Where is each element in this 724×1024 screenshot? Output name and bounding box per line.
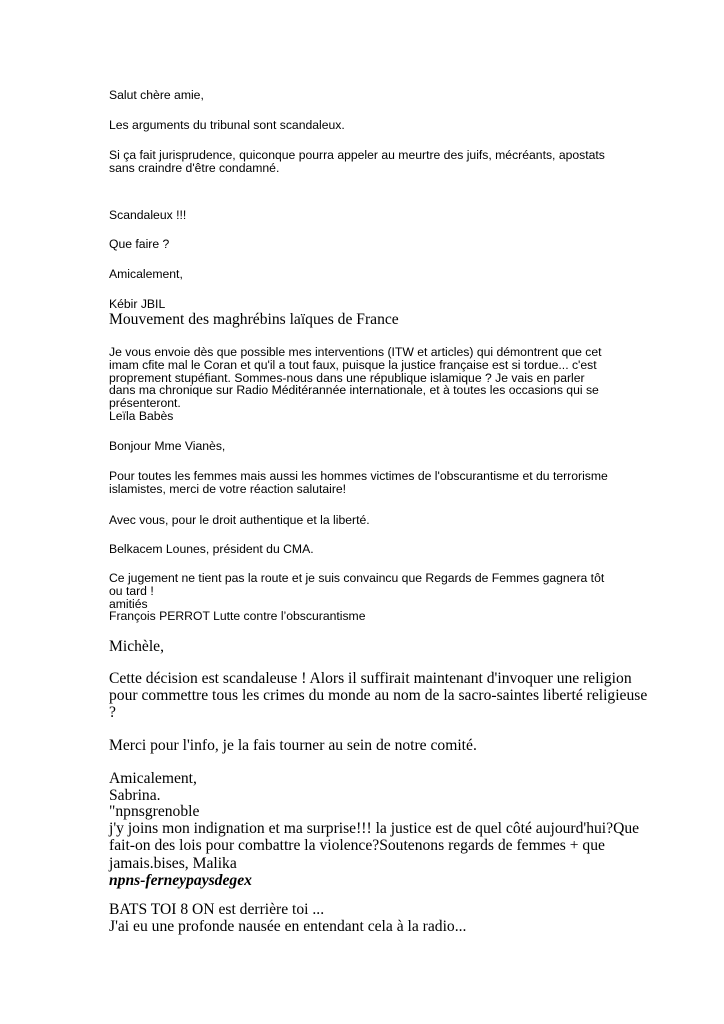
letter3-paragraph-2: Avec vous, pour le droit authentique et la liberté.: [109, 513, 370, 527]
text-line: pour commettre tous les crimes du monde au nom de la sacro-saintes liberté religieuse: [109, 687, 648, 705]
letter1-paragraph-3: Scandaleux !!!: [109, 208, 187, 222]
letter6-body: [109, 803, 640, 889]
text-line: amitiés: [109, 596, 148, 611]
text-line: Cette décision est scandaleuse ! Alors il suffirait maintenant d'invoquer une religion: [109, 670, 632, 687]
text-line: fait-on des lois pour combattre la violence?Soutenons regards de femmes + que: [109, 837, 605, 855]
text-line: Ce jugement ne tient pas la route et je suis convaincu que Regards de Femmes gagnera tôt: [109, 571, 605, 585]
letter1-paragraph-4: Que faire ?: [109, 237, 170, 251]
letter2-body: [109, 346, 629, 423]
letter3-signature: Belkacem Lounes, président du CMA.: [109, 542, 314, 556]
text-line: jamais.bises, Malika: [109, 854, 237, 872]
letter1-closing: Amicalement,: [109, 267, 183, 281]
letter5-paragraph-2: Merci pour l'info, je la fais tourner au sein de notre comité.: [109, 737, 477, 754]
text-line: Si ça fait jurisprudence, quiconque pourra appeler au meurtre des juifs, mécréants, apostats: [109, 148, 605, 162]
text-line: Je vous envoie dès que possible mes interventions (ITW et articles) qui démontrent que cet: [109, 345, 602, 359]
text-line: dans ma chronique sur Radio Méditérannée internationale, et à toutes les occasions qui se: [109, 383, 599, 398]
text-line: "npnsgrenoble: [109, 803, 200, 820]
text-line: présenteront.: [109, 396, 181, 411]
text-line: J'ai eu une profonde nausée en entendant cela à la radio...: [109, 918, 467, 936]
letter3-paragraph-1: [109, 470, 629, 496]
letter5-signature: Sabrina.: [109, 787, 161, 805]
text-line: proprement stupéfiant. Sommes-nous dans une république islamique ? Je vais en parler: [109, 370, 585, 385]
text-line: ?: [109, 704, 116, 722]
text-line: sans craindre d'être condamné.: [109, 160, 280, 175]
letter1-paragraph-1: Les arguments du tribunal sont scandaleux.: [109, 118, 345, 132]
letter4-signature: François PERROT Lutte contre l’obscurantisme: [109, 609, 366, 624]
letter4-body: [109, 572, 629, 623]
letter1-greeting: Salut chère amie,: [109, 88, 204, 102]
letter6-signature: npns-ferneypaysdegex: [109, 871, 252, 889]
letter2-signature: Leïla Babès: [109, 408, 174, 423]
letter1-signature: Kébir JBIL: [109, 297, 166, 311]
letter7-body: [109, 901, 629, 935]
letter5-closing-block: [109, 770, 629, 804]
letter1-paragraph-2: [109, 149, 629, 175]
letter1-organization: Mouvement des maghrébins laïques de France: [109, 311, 399, 328]
text-line: ou tard !: [109, 583, 154, 598]
text-line: imam cfite mal le Coran et qu'il a tout faux, puisque la justice française est si tordue... c'est: [109, 357, 597, 372]
text-line: j'y joins mon indignation et ma surprise!!! la justice est de quel côté aujourd'hui?Que: [109, 820, 640, 838]
letter3-greeting: Bonjour Mme Vianès,: [109, 439, 226, 453]
letter5-greeting: Michèle,: [109, 638, 164, 655]
text-line: Pour toutes les femmes mais aussi les hommes victimes de l'obscurantisme et du terrorisme: [109, 469, 608, 483]
text-line: BATS TOI 8 ON est derrière toi ...: [109, 901, 325, 918]
letter5-paragraph-1: [109, 670, 648, 722]
letter5-closing: Amicalement,: [109, 770, 197, 787]
text-line: islamistes, merci de votre réaction salutaire!: [109, 481, 347, 496]
